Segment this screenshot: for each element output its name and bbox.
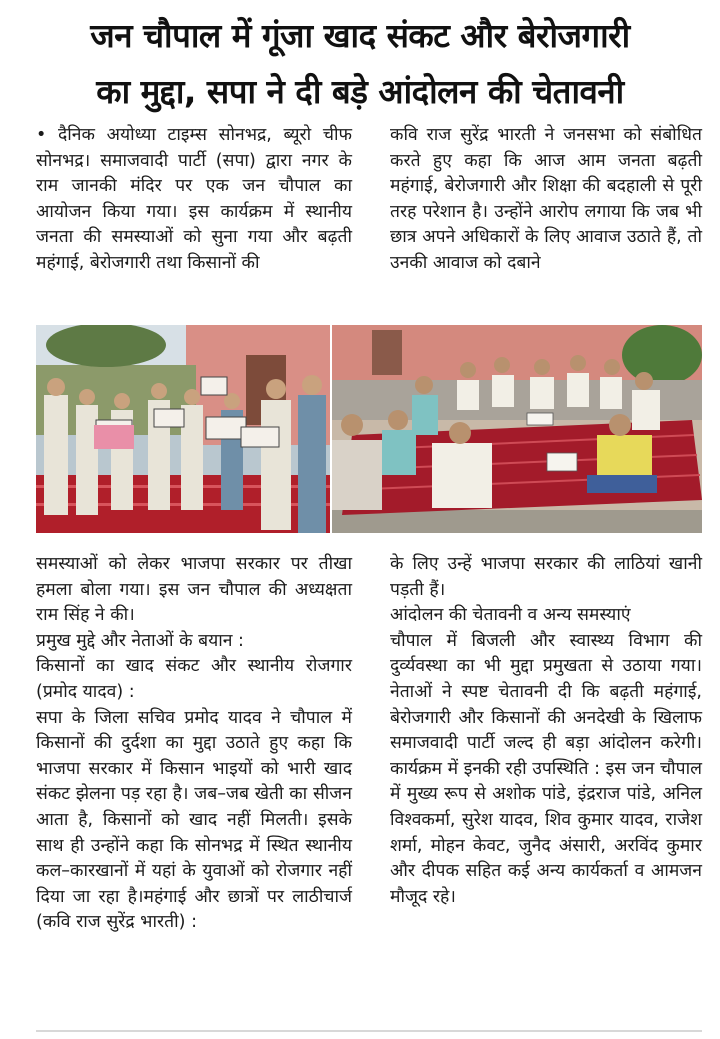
article-column-right-bottom xyxy=(390,552,702,910)
article-paragraph: चौपाल में बिजली और स्वास्थ्य विभाग की दुर्व्यवस्था का भी मुद्दा प्रमुखता से उठाया गया। नेताओं ने स्पष्ट चेतावनी दी कि बढ़ती महंगाई, बेरोजगारी और किसानों की अनदेखी के खिलाफ समाजवादी पार्टी जल्द ही बड़ा आंदोलन करेगी। कार्यक्रम में इनकी रही उपस्थिति : इस जन चौपाल में मुख्य रूप से अशोक पांडे, इंद्रराज पांडे, अनिल विश्वकर्मा, सुरेश यादव, शिव कुमार यादव, राजेश शर्मा, मोहन केवट, जुनैद अंसारी, अरविंद कुमार और दीपक सहित कई अन्य कार्यकर्ता व आमजन मौजूद रहे। xyxy=(390,630,702,907)
article-paragraph: सपा के जिला सचिव प्रमोद यादव ने चौपाल में किसानों की दुर्दशा का मुद्दा उठाते हुए कहा कि भाजपा सरकार में किसान भाइयों को भारी खाद संकट झेलना पड़ रहा है। जब–जब खेती का सीजन आता है, किसानों को खाद नहीं मिलती। इसके साथ ही उन्होंने कहा कि सोनभद्र में स्थित स्थानीय कल–कारखानों में यहां के युवाओं को रोजगार नहीं दिया जा रहा है।महंगाई और छात्रों पर लाठीचार्ज (कवि राज सुरेंद्र भारती) : xyxy=(36,707,352,933)
chaupal-meeting-photo xyxy=(332,325,702,533)
article-paragraph: • दैनिक अयोध्या टाइम्स सोनभद्र, ब्यूरो चीफ सोनभद्र। समाजवादी पार्टी (सपा) द्वारा नगर के राम जानकी मंदिर पर एक जन चौपाल का आयोजन किया गया। इस कार्यक्रम में स्थानीय जनता की समस्याओं को सुना गया और बढ़ती महंगाई, बेरोजगारी तथा किसानों की xyxy=(36,125,352,273)
article-column-left-top xyxy=(36,123,352,277)
article-column-left-bottom xyxy=(36,552,352,936)
article-column-right-top xyxy=(390,123,702,277)
subheading: आंदोलन की चेतावनी व अन्य समस्याएं xyxy=(390,605,631,626)
bottom-divider xyxy=(36,1030,702,1032)
subheading: किसानों का खाद संकट और स्थानीय रोजगार (प्रमोद यादव) : xyxy=(36,656,352,702)
protest-photo xyxy=(36,325,330,533)
article-paragraph: कवि राज सुरेंद्र भारती ने जनसभा को संबोधित करते हुए कहा कि आज आम जनता बढ़ती महंगाई, बेरोजगारी और शिक्षा की बदहाली से पूरी तरह परेशान है। उन्होंने आरोप लगाया कि जब भी छात्र अपने अधिकारों के लिए आवाज उठाते हैं, तो उनकी आवाज को दबाने xyxy=(390,125,702,273)
headline-line-2: का मुद्दा, सपा ने दी बड़े आंदोलन की चेतावनी xyxy=(96,72,624,111)
subheading: प्रमुख मुद्दे और नेताओं के बयान : xyxy=(36,630,244,651)
article-paragraph: समस्याओं को लेकर भाजपा सरकार पर तीखा हमला बोला गया। इस जन चौपाल की अध्यक्षता राम सिंह ने की। xyxy=(36,554,352,626)
article-paragraph: के लिए उन्हें भाजपा सरकार की लाठियां खानी पड़ती हैं। xyxy=(390,554,702,600)
headline-line-1: जन चौपाल में गूंजा खाद संकट और बेरोजगारी xyxy=(90,16,630,55)
